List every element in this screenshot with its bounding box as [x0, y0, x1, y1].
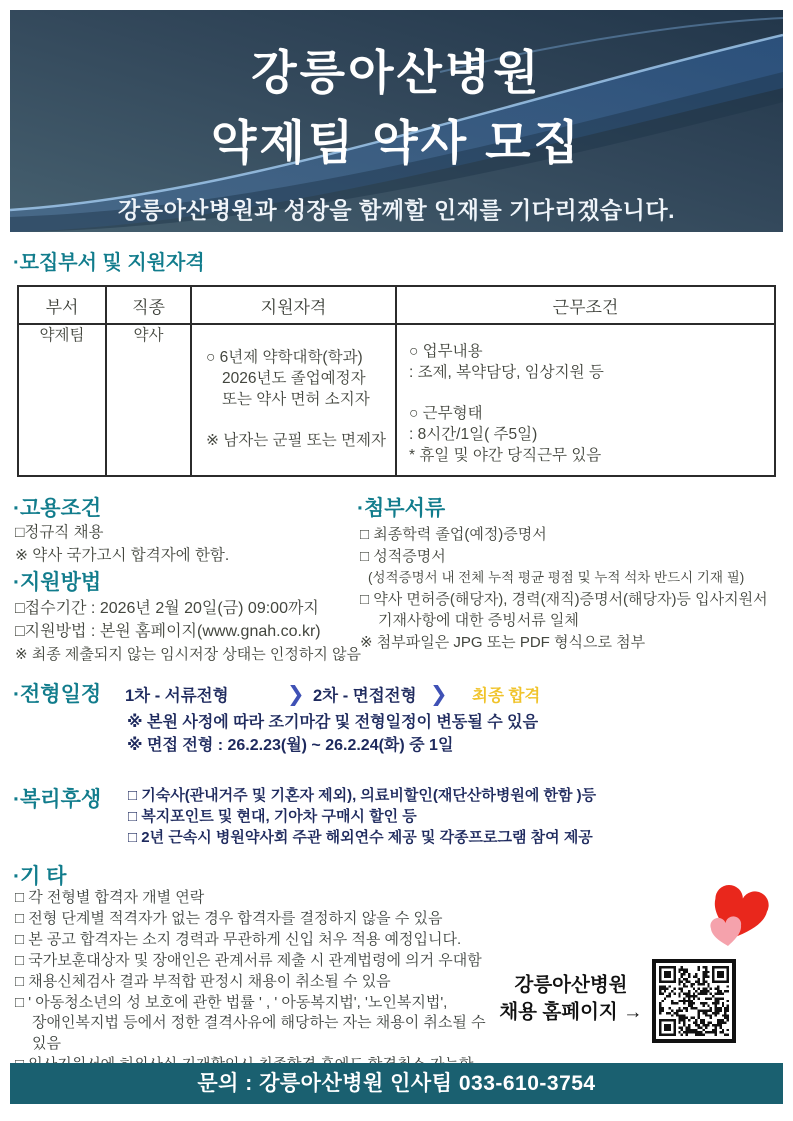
conditions-line: ○ 업무내용: [409, 343, 483, 360]
documents-item: □ 약사 면허증(해당자), 경력(재직)증명서(해당자)등 입사지원서: [360, 590, 768, 608]
etc-item-continued: 장애인복지법 등에서 정한 결격사유에 해당하는 자는 채용이 취소될 수 있음: [32, 1014, 486, 1053]
welfare-items: [128, 785, 596, 848]
apply-items: [15, 597, 361, 666]
schedule-note: ※ 면접 전형 : 26.2.23(월) ~ 26.2.24(화) 중 1일: [127, 737, 454, 754]
section-title-etc: ·기 타: [13, 865, 67, 888]
qualification-line: ○ 6년제 약학대학(학과): [206, 349, 363, 366]
documents-item: □ 성적증명서: [360, 547, 446, 565]
banner-title-line2: 약제팀 약사 모집: [211, 116, 582, 169]
conditions-line: ○ 근무형태: [409, 405, 483, 422]
qr-code-graphic: [659, 966, 729, 1036]
chevron-right-icon: ❯: [287, 682, 305, 706]
schedule-final-pass: 최종 합격: [472, 687, 541, 705]
table-row: [18, 324, 775, 476]
apply-item-period: □접수기간 : 2026년 2월 20일(금) 09:00까지: [15, 600, 319, 617]
section-title-employment: ·고용조건: [13, 497, 102, 520]
conditions-line: : 조제, 복약담당, 임상지원 등: [409, 364, 604, 381]
qualification-note: ※ 남자는 군필 또는 면제자: [206, 432, 386, 449]
hearts-decoration: [698, 886, 778, 962]
qr-code: [652, 959, 736, 1043]
documents-item-format: ※ 첨부파일은 JPG 또는 PDF 형식으로 첨부: [360, 633, 646, 651]
etc-item: □ 각 전형별 합격자 개별 연락: [15, 889, 205, 906]
schedule-step-2: 2차 - 면접전형: [313, 687, 417, 705]
banner-title-line1: 강릉아산병원: [251, 46, 542, 99]
footer-contact-text: 문의 : 강릉아산병원 인사팀 033-610-3754: [197, 1072, 596, 1095]
footer-contact-bar: [10, 1063, 783, 1104]
documents-items: [360, 524, 768, 653]
banner-subtitle: 강릉아산병원과 성장을 함께할 인재를 기다리겠습니다.: [118, 197, 675, 223]
col-header-conditions: 근무조건: [396, 286, 775, 324]
etc-item: □ 전형 단계별 적격자가 없는 경우 합격자를 결정하지 않을 수 있음: [15, 909, 443, 927]
section-title-schedule: ·전형일정: [13, 683, 102, 706]
etc-item: □ 국가보훈대상자 및 장애인은 관계서류 제출 시 관계법령에 의거 우대함: [15, 951, 482, 969]
section-title-recruitment: ·모집부서 및 지원자격: [13, 252, 205, 274]
apply-item-note: ※ 최종 제출되지 않는 임시저장 상태는 인정하지 않음: [15, 646, 362, 663]
etc-items: [15, 888, 495, 1076]
cell-dept: 약제팀: [18, 324, 106, 476]
schedule-steps: [125, 682, 540, 706]
homepage-label-line2: 채용 홈페이지 →: [499, 1001, 643, 1023]
cell-job: 약사: [106, 324, 191, 476]
etc-item: □ 채용신체검사 결과 부적합 판정시 채용이 취소될 수 있음: [15, 972, 391, 990]
conditions-line: : 8시간/1일( 주5일): [409, 426, 538, 443]
cell-qualification: [191, 324, 396, 476]
homepage-label-line1: 강릉아산병원: [514, 974, 628, 996]
documents-item-note: (성적증명서 내 전체 누적 평균 평점 및 누적 석차 반드시 기재 필): [368, 570, 745, 585]
col-header-qualification: 지원자격: [191, 286, 396, 324]
etc-item: □ ' 아동청소년의 성 보호에 관한 법률 ' , ' 아동복지법', '노인복지법',: [15, 993, 448, 1011]
heart-icon: [708, 914, 744, 949]
conditions-line: * 휴일 및 야간 당직근무 있음: [409, 447, 602, 464]
schedule-note: ※ 본원 사정에 따라 조기마감 및 전형일정이 변동될 수 있음: [127, 714, 539, 731]
section-title-documents: ·첨부서류: [357, 497, 446, 520]
apply-item-homepage: □지원방법 : 본원 홈페이지(www.gnah.co.kr): [15, 623, 321, 640]
employment-item: □정규직 채용: [15, 524, 104, 541]
etc-item: □ 본 공고 합격자는 소지 경력과 무관하게 신입 처우 적용 예정입니다.: [15, 930, 462, 948]
welfare-item: □ 기숙사(관내거주 및 기혼자 제외), 의료비할인(재단산하병원에 한함 )등: [128, 787, 597, 804]
homepage-label: [483, 972, 659, 1026]
table-header-row: [18, 286, 775, 324]
section-title-apply: ·지원방법: [13, 571, 102, 594]
col-header-job: 직종: [106, 286, 191, 324]
qualification-line: 또는 약사 면허 소지자: [222, 391, 370, 408]
banner: [10, 10, 783, 232]
cell-conditions: [396, 324, 775, 476]
chevron-right-icon: ❯: [430, 682, 448, 706]
documents-item-continued: 기재사항에 대한 증빙서류 일체: [378, 612, 579, 629]
section-title-welfare: ·복리후생: [13, 788, 102, 811]
schedule-step-1: 1차 - 서류전형: [125, 687, 229, 705]
welfare-item: □ 복지포인트 및 현대, 기아차 구매시 할인 등: [128, 808, 417, 825]
recruitment-table: [17, 285, 776, 477]
employment-items: [15, 521, 229, 567]
col-header-dept: 부서: [18, 286, 106, 324]
welfare-item: □ 2년 근속시 병원약사회 주관 해외연수 제공 및 각종프로그램 참여 제공: [128, 829, 593, 846]
qualification-line: 2026년도 졸업예정자: [222, 370, 366, 387]
documents-item: □ 최종학력 졸업(예정)증명서: [360, 526, 547, 543]
employment-item: ※ 약사 국가고시 합격자에 한함.: [15, 547, 230, 564]
